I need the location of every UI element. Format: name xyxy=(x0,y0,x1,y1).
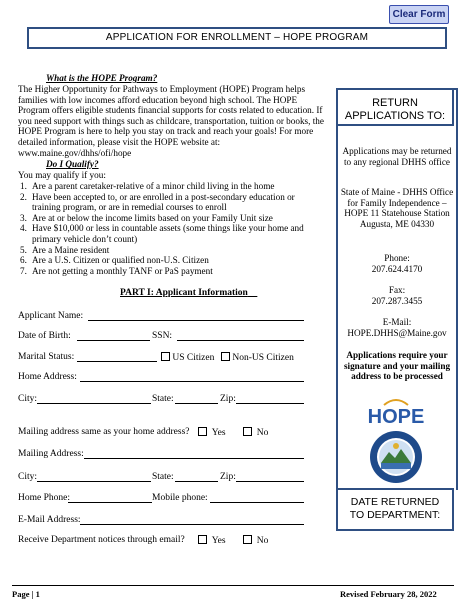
mailing-city-label: City: xyxy=(18,472,38,482)
notices-email-no[interactable]: No xyxy=(243,535,268,546)
ssn-label: SSN: xyxy=(152,331,173,341)
state-label: State: xyxy=(152,394,174,404)
list-item: 7. Are not getting a monthly TANF or PaS payment xyxy=(20,265,213,276)
mailing-same-no-checkbox[interactable] xyxy=(243,427,252,436)
phone-label: Phone: xyxy=(384,253,410,263)
return-panel-heading: RETURN APPLICATIONS TO: xyxy=(336,88,454,126)
dob-label: Date of Birth: xyxy=(18,331,71,341)
fax-value: 207.287.3455 xyxy=(371,296,423,306)
notices-email-label: Receive Department notices through email? xyxy=(18,535,185,545)
list-item: 3. Are at or below the income limits based on your Family Unit size xyxy=(20,212,273,223)
qualify-heading: Do I Qualify? xyxy=(46,159,99,169)
fax-label: Fax: xyxy=(388,285,406,295)
revised-date: Revised February 28, 2022 xyxy=(340,589,437,599)
hope-logo-text: HOPE xyxy=(367,406,425,427)
mailing-state-field[interactable] xyxy=(175,481,218,482)
hope-logo-graphic xyxy=(356,397,436,427)
home-address-label: Home Address: xyxy=(18,372,77,382)
mailing-address-label: Mailing Address: xyxy=(18,449,84,459)
intro-body: The Higher Opportunity for Pathways to Employment (HOPE) Program helps families with low incomes afford education beyond high school. The HOPE Program offers eligible students financial supports for costs related to education. If you need support with things such as childcare, transportation, tuition or books, the HOPE Program is here to help you stay on track and reach your goals! For more detailed information, please visit the HOPE website at: www.maine.gov/dhhs/ofi/hope xyxy=(18,84,324,158)
mailing-same-yes-checkbox[interactable] xyxy=(198,427,207,436)
mailing-zip-field[interactable] xyxy=(236,481,304,482)
marital-status-field[interactable] xyxy=(77,361,157,362)
mailing-city-field[interactable] xyxy=(37,481,151,482)
qualify-lead: You may qualify if you: xyxy=(18,170,106,180)
city-field[interactable] xyxy=(37,403,151,404)
page-title: APPLICATION FOR ENROLLMENT – HOPE PROGRAM xyxy=(27,27,447,49)
home-phone-label: Home Phone: xyxy=(18,493,70,503)
mailing-same-no[interactable]: No xyxy=(243,427,268,438)
notices-no-checkbox[interactable] xyxy=(243,535,252,544)
state-field[interactable] xyxy=(175,403,218,404)
home-address-field[interactable] xyxy=(80,381,304,382)
non-us-citizen-option[interactable]: Non-US Citizen xyxy=(221,352,294,363)
mobile-phone-field[interactable] xyxy=(210,502,304,503)
applicant-name-field[interactable] xyxy=(88,320,304,321)
non-us-citizen-checkbox[interactable] xyxy=(221,352,230,361)
clear-form-button[interactable]: Clear Form xyxy=(389,5,449,24)
dob-field[interactable] xyxy=(77,340,150,341)
mailing-same-label: Mailing address same as your home address? xyxy=(18,427,190,437)
email-label: E-Mail Address: xyxy=(18,515,81,525)
hope-logo xyxy=(356,397,436,427)
mailing-zip-label: Zip: xyxy=(220,472,236,482)
email-field[interactable] xyxy=(80,524,304,525)
zip-field[interactable] xyxy=(236,403,304,404)
email-contact-label: E-Mail: xyxy=(382,317,412,327)
return-address: State of Maine - DHHS Office for Family Independence – HOPE 11 Statehouse Station Augusta, ME 04330 xyxy=(340,187,454,229)
city-label: City: xyxy=(18,394,38,404)
ssn-field[interactable] xyxy=(177,340,304,341)
seal-icon xyxy=(369,430,423,484)
page-number: Page | 1 xyxy=(12,589,40,599)
footer-divider xyxy=(12,585,454,586)
return-note: Applications may be returned to any regional DHHS office xyxy=(342,146,452,167)
part1-heading: PART I: Applicant Information xyxy=(120,288,248,298)
marital-status-label: Marital Status: xyxy=(18,352,75,362)
date-returned-box: DATE RETURNED TO DEPARTMENT: xyxy=(336,488,454,531)
mobile-phone-label: Mobile phone: xyxy=(152,493,208,503)
criteria-list xyxy=(20,181,320,276)
email-contact-value[interactable]: HOPE.DHHS@Maine.gov xyxy=(347,328,447,338)
zip-label: Zip: xyxy=(220,394,236,404)
mailing-address-field[interactable] xyxy=(84,458,304,459)
signature-notice: Applications require your signature and your mailing address to be processed xyxy=(343,350,451,382)
mailing-same-yes[interactable]: Yes xyxy=(198,427,226,438)
dhhs-seal xyxy=(369,430,423,484)
us-citizen-option[interactable]: US Citizen xyxy=(161,352,214,363)
applicant-name-label: Applicant Name: xyxy=(18,311,84,321)
notices-email-yes[interactable]: Yes xyxy=(198,535,226,546)
list-item: 1. Are a parent caretaker-relative of a minor child living in the home xyxy=(20,181,275,191)
home-phone-field[interactable] xyxy=(68,502,152,503)
phone-value: 207.624.4170 xyxy=(371,264,423,274)
mailing-state-label: State: xyxy=(152,472,174,482)
notices-yes-checkbox[interactable] xyxy=(198,535,207,544)
intro-heading: What is the HOPE Program? xyxy=(46,73,158,83)
list-item: 6. Are a U.S. Citizen or qualified non-U.S. Citizen xyxy=(20,255,209,266)
us-citizen-checkbox[interactable] xyxy=(161,352,170,361)
list-item: 2. Have been accepted to, or are enrolled in a post-secondary education or training program, or are in remedial courses to enroll xyxy=(20,191,295,213)
list-item: 4. Have $10,000 or less in countable assets (some things like your home and primary vehicle don’t count) xyxy=(20,223,304,244)
list-item: 5. Are a Maine resident xyxy=(20,244,110,255)
